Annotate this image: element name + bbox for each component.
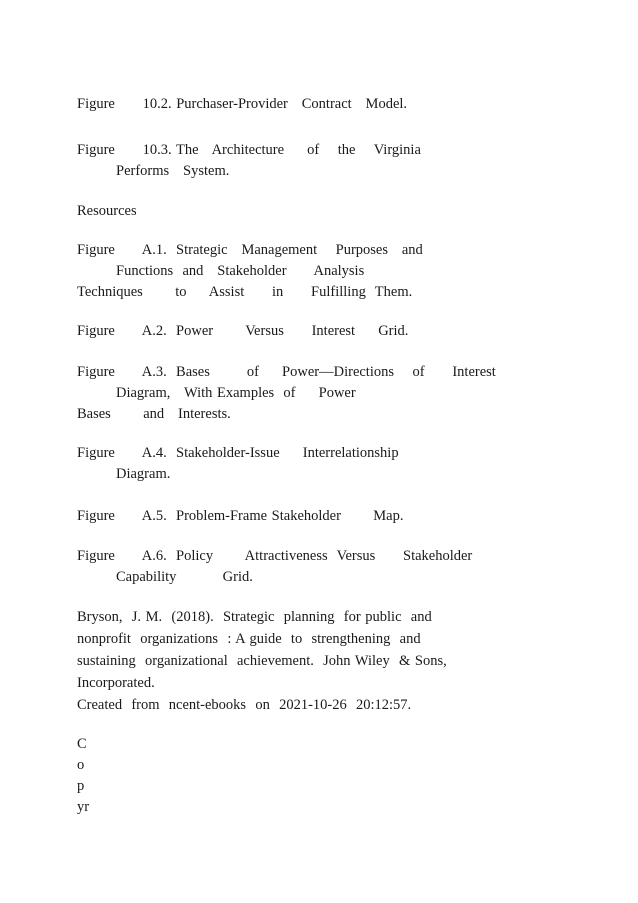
citation-line: Bryson, J. M. (2018). Strategic planning for public and	[77, 609, 432, 625]
watermark-fragment: yr	[77, 799, 90, 815]
watermark-fragment: C	[77, 736, 87, 752]
figure-a-5-caption: Figure A.5. Problem-Frame Stakeholder Map.	[77, 508, 404, 524]
citation-line: Incorporated.	[77, 675, 155, 691]
figure-a-4-caption-cont: Diagram.	[116, 466, 171, 482]
watermark-fragment: p	[77, 778, 85, 794]
figure-10-2-caption: Figure 10.2. Purchaser-Provider Contract Model.	[77, 96, 408, 112]
figure-a-4-caption: Figure A.4. Stakeholder-Issue Interrelationship	[77, 445, 399, 461]
figure-a-3-caption-cont: Diagram, With Examples of Power	[116, 385, 356, 401]
figure-a-2-caption: Figure A.2. Power Versus Interest Grid.	[77, 323, 409, 339]
created-from-line: Created from ncent-ebooks on 2021-10-26 20:12:57.	[77, 697, 412, 713]
figure-a-6-caption-cont: Capability Grid.	[116, 569, 253, 585]
figure-a-3-caption: Figure A.3. Bases of Power—Directions of Interest	[77, 364, 496, 380]
figure-a-1-caption: Figure A.1. Strategic Management Purposes and	[77, 242, 423, 258]
figure-a-3-caption-cont2: Bases and Interests.	[77, 406, 231, 422]
figure-a-1-caption-cont: Functions and Stakeholder Analysis	[116, 263, 365, 279]
citation-line: nonprofit organizations : A guide to strengthening and	[77, 631, 421, 647]
citation-line: sustaining organizational achievement. John Wiley & Sons,	[77, 653, 447, 669]
figure-10-3-caption: Figure 10.3. The Architecture of the Virginia	[77, 142, 421, 158]
watermark-fragment: o	[77, 757, 85, 773]
resources-heading: Resources	[77, 203, 137, 219]
figure-10-3-caption-cont: Performs System.	[116, 163, 230, 179]
figure-a-6-caption: Figure A.6. Policy Attractiveness Versus Stakeholder	[77, 548, 473, 564]
figure-a-1-caption-cont2: Techniques to Assist in Fulfilling Them.	[77, 284, 413, 300]
